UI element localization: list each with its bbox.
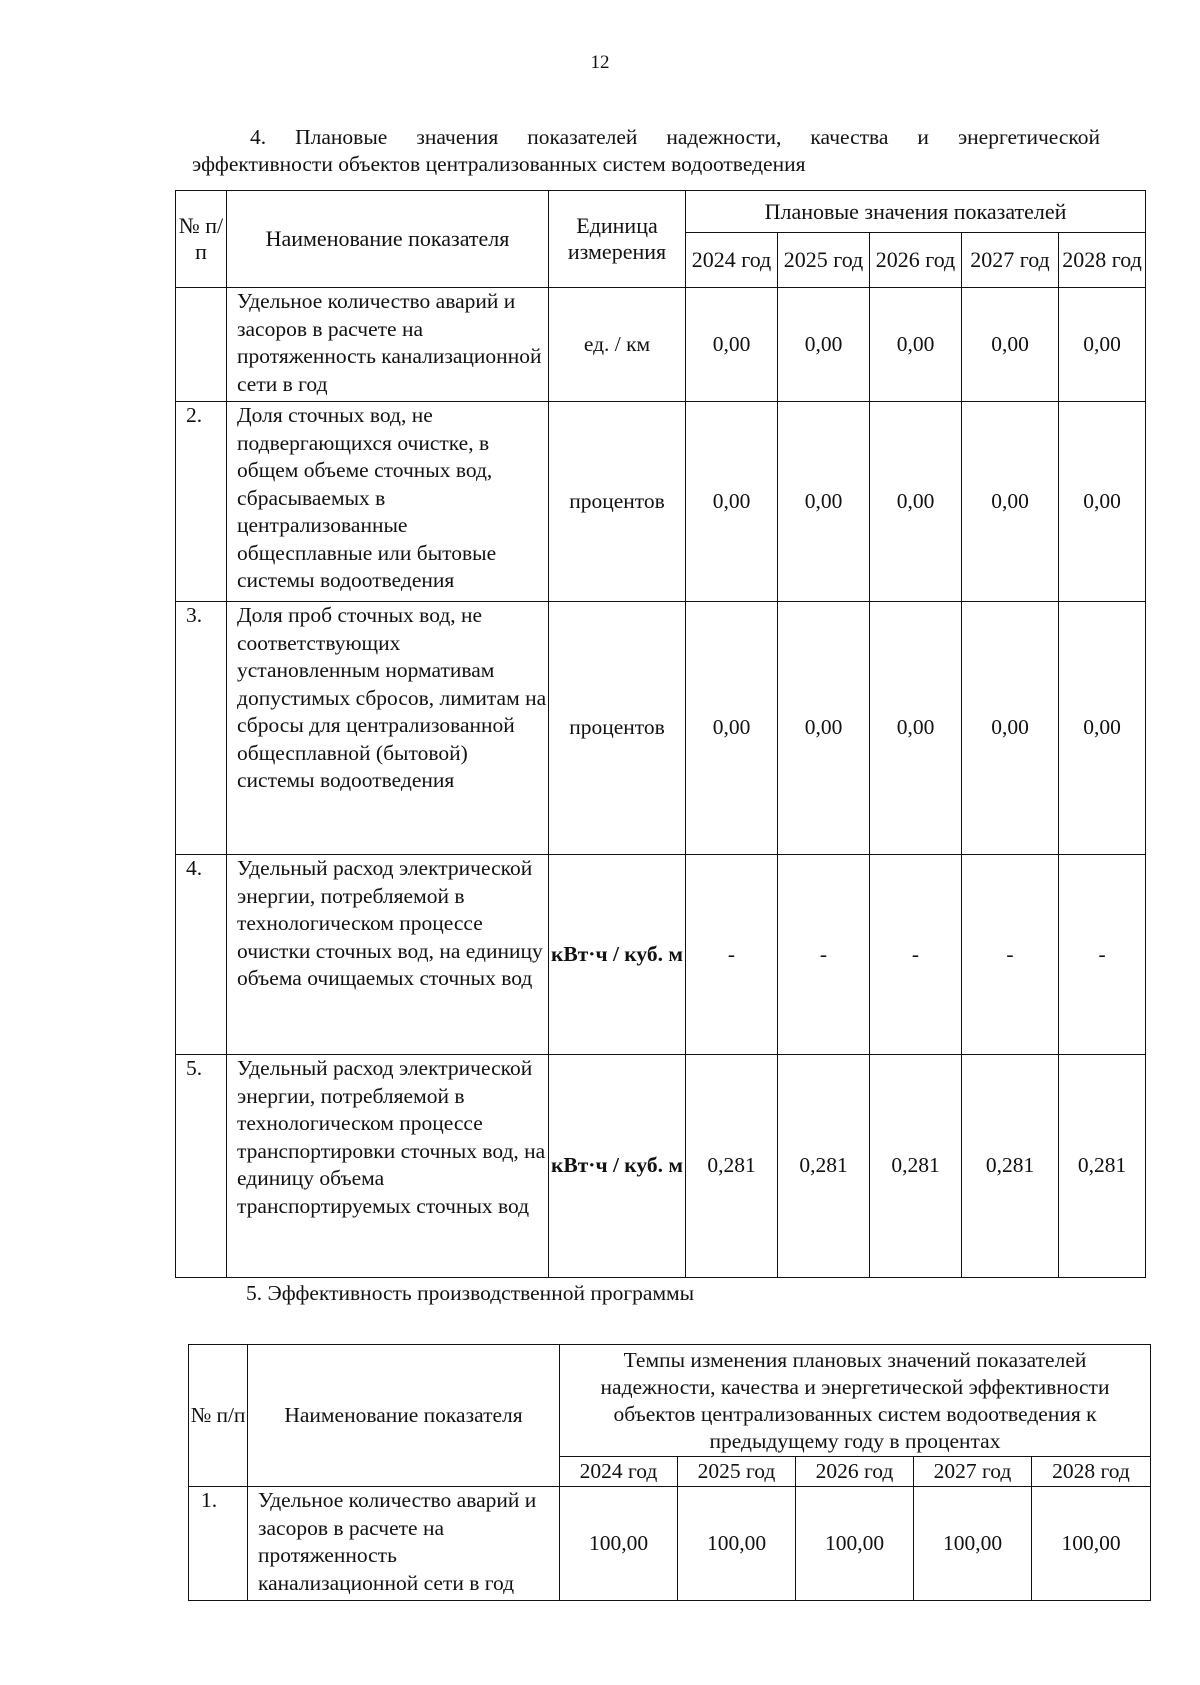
- row-value: 100,00: [678, 1487, 796, 1601]
- row-value: 0,281: [1059, 1055, 1146, 1278]
- row-value: 0,00: [1059, 288, 1146, 402]
- table-row: [176, 288, 1146, 402]
- col-header-planned-values: Плановые значения показателей: [686, 191, 1146, 233]
- row-num: 2.: [176, 402, 227, 602]
- row-name: Доля проб сточных вод, не соответствующих установленным нормативам допустимых сбросов, лимитам на сбросы для централизованной общесплавной (бытовой) системы водоотведения: [227, 602, 549, 855]
- row-value: 0,00: [686, 602, 778, 855]
- row-name: Удельный расход электрической энергии, потребляемой в технологическом процессе очистки сточных вод, на единицу объема очищаемых сточных вод: [227, 855, 549, 1055]
- table-row: [176, 402, 1146, 602]
- row-value: 0,00: [1059, 402, 1146, 602]
- col-header-name: Наименование показателя: [227, 191, 549, 288]
- row-num: 4.: [176, 855, 227, 1055]
- efficiency-table: [188, 1344, 1151, 1601]
- row-value: 100,00: [1032, 1487, 1151, 1601]
- col-header-year: 2024 год: [560, 1457, 678, 1487]
- row-value: -: [778, 855, 870, 1055]
- table-row: [189, 1487, 1151, 1601]
- section-4-heading-line1: 4. Плановые значения показателей надежности, качества и энергетической: [250, 125, 1100, 149]
- row-value: 0,281: [962, 1055, 1059, 1278]
- row-name: Удельное количество аварий и засоров в расчете на протяженность канализационной сети в год: [227, 288, 549, 402]
- table-row: [176, 602, 1146, 855]
- row-num: 3.: [176, 602, 227, 855]
- row-value: -: [1059, 855, 1146, 1055]
- row-value: 0,00: [962, 288, 1059, 402]
- row-num: [176, 288, 227, 402]
- row-num: 5.: [176, 1055, 227, 1278]
- row-value: 0,00: [686, 402, 778, 602]
- col-header-num: № п/п: [189, 1345, 248, 1487]
- row-value: 0,00: [870, 602, 962, 855]
- row-value: 0,281: [870, 1055, 962, 1278]
- col-header-year: 2024 год: [686, 233, 778, 288]
- row-value: 100,00: [560, 1487, 678, 1601]
- col-header-year: 2028 год: [1032, 1457, 1151, 1487]
- page-number: 12: [590, 52, 610, 73]
- row-value: 0,00: [778, 402, 870, 602]
- table-row: [176, 855, 1146, 1055]
- row-value: 0,00: [962, 602, 1059, 855]
- row-value: 0,00: [870, 288, 962, 402]
- row-name: Удельный расход электрической энергии, потребляемой в технологическом процессе транспортировки сточных вод, на единицу объема транспортируемых сточных вод: [227, 1055, 549, 1278]
- col-header-year: 2028 год: [1059, 233, 1146, 288]
- row-value: 0,281: [778, 1055, 870, 1278]
- row-value: 0,00: [962, 402, 1059, 602]
- col-header-year: 2025 год: [778, 233, 870, 288]
- row-value: 0,281: [686, 1055, 778, 1278]
- section-4-heading: [192, 124, 1100, 178]
- row-value: 100,00: [796, 1487, 914, 1601]
- row-value: -: [962, 855, 1059, 1055]
- planned-values-table: [175, 190, 1146, 1278]
- col-header-change-rate: Темпы изменения плановых значений показателей надежности, качества и энергетической эффективности объектов централизованных систем водоотведения к предыдущему году в процентах: [560, 1345, 1151, 1457]
- col-header-name: Наименование показателя: [248, 1345, 560, 1487]
- row-value: 0,00: [870, 402, 962, 602]
- section-5-heading: 5. Эффективность производственной программы: [246, 1281, 695, 1305]
- col-header-num: № п/п: [176, 191, 227, 288]
- section-4-heading-line2: эффективности объектов централизованных систем водоотведения: [192, 152, 806, 176]
- col-header-year: 2026 год: [870, 233, 962, 288]
- col-header-year: 2025 год: [678, 1457, 796, 1487]
- row-value: -: [686, 855, 778, 1055]
- row-unit: процентов: [549, 602, 686, 855]
- table-row: [176, 1055, 1146, 1278]
- row-unit: процентов: [549, 402, 686, 602]
- col-header-unit: Единица измерения: [549, 191, 686, 288]
- col-header-year: 2026 год: [796, 1457, 914, 1487]
- row-value: 100,00: [914, 1487, 1032, 1601]
- row-value: 0,00: [686, 288, 778, 402]
- col-header-year: 2027 год: [914, 1457, 1032, 1487]
- row-unit: кВт·ч / куб. м: [549, 1055, 686, 1278]
- row-name: Доля сточных вод, не подвергающихся очистке, в общем объеме сточных вод, сбрасываемых в централизованные общесплавные или бытовые системы водоотведения: [227, 402, 549, 602]
- row-name: Удельное количество аварий и засоров в расчете на протяженность канализационной сети в год: [248, 1487, 560, 1601]
- col-header-year: 2027 год: [962, 233, 1059, 288]
- row-value: 0,00: [778, 288, 870, 402]
- row-num: 1.: [189, 1487, 248, 1601]
- row-unit: кВт·ч / куб. м: [549, 855, 686, 1055]
- row-value: 0,00: [778, 602, 870, 855]
- row-value: 0,00: [1059, 602, 1146, 855]
- row-unit: ед. / км: [549, 288, 686, 402]
- row-value: -: [870, 855, 962, 1055]
